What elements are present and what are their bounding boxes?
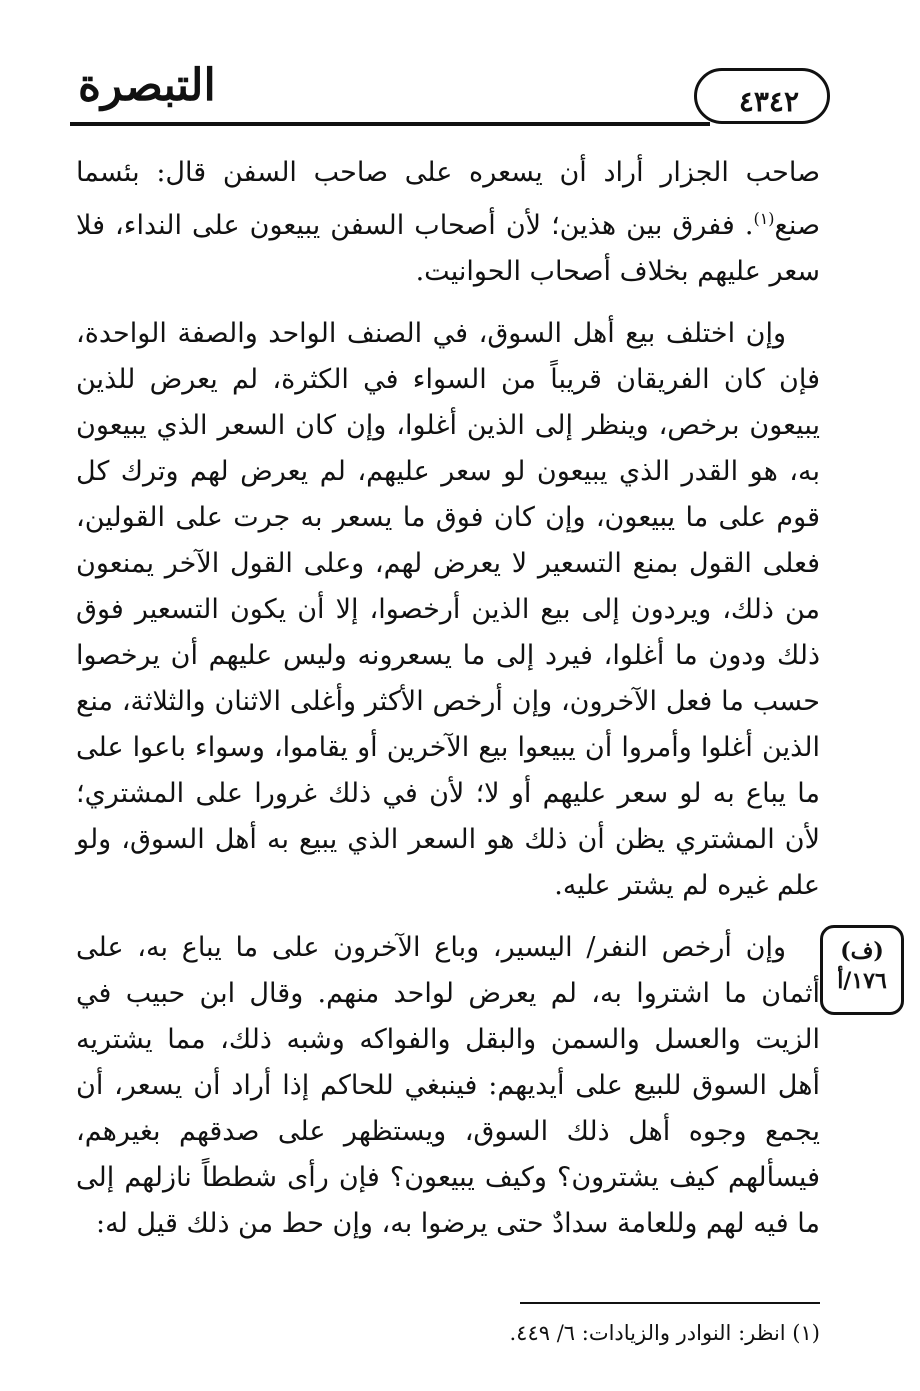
paragraph-1-tail: . ففرق بين هذين؛ لأن أصحاب السفن يبيعون على النداء، فلا سعر عليهم بخلاف أصحاب الحوانيت. [76, 210, 820, 287]
footnote-ref: (١) [753, 209, 775, 228]
folio-label: (ف) [840, 938, 884, 964]
header-rule [70, 122, 710, 126]
paragraph-2: وإن اختلف بيع أهل السوق، في الصنف الواحد والصفة الواحدة، فإن كان الفريقان قريباً من السواء في الكثرة، لم يعرض للذين يبيعون برخص، وينظر إلى الذين أغلوا، وإن كان السعر الذي يبيعون به، هو القدر الذي يبيعون لو سعر عليهم، لم يعرض لهم وترك كل قوم على ما يبيعون، وإن كان فوق ما يسعر به جرت على القولين، فعلى القول بمنع التسعير لا يعرض لهم، وعلى القول الآخر يمنعون من ذلك، ويردون إلى بيع الذين أرخصوا، إلا أن يكون التسعير فوق ذلك ودون ما أغلوا، فيرد إلى ما يسعرونه وليس عليهم أن يرخصوا حسب ما فعل الآخرون، وإن أرخص الأكثر وأغلى الاثنان والثلاثة، منع الذين أغلوا وأمروا أن يبيعوا بيع الآخرين أو يقاموا، وسواء باعوا على ما يباع به لو سعر عليهم أو لا؛ لأن في ذلك غرورا على المشتري؛ لأن المشتري يظن أن ذلك هو السعر الذي يبيع به أهل السوق، ولو علم غيره لم يشتر عليه. [76, 318, 820, 901]
paragraph-1 [76, 150, 820, 295]
footnote-separator [520, 1302, 820, 1304]
paragraph-1-text: صاحب الجزار أراد أن يسعره على صاحب السفن قال: بئسما صنع [76, 157, 820, 241]
manuscript-folio-note [820, 925, 904, 1015]
folio-number: ١٧٦/أ [837, 968, 887, 994]
book-title: التبصرة [78, 60, 216, 111]
page-number: ٤٣٤٢ [738, 85, 799, 118]
paragraph-3: وإن أرخص النفر/ اليسير، وباع الآخرون على ما يباع به، على أثمان ما اشتروا به، لم يعرض لواحد منهم. وقال ابن حبيب في الزيت والعسل والسمن والبقل والفواكه وشبه ذلك، مما يشتريه أهل السوق للبيع على أيديهم: فينبغي للحاكم إذا أراد أن يسعر، أن يجمع وجوه أهل ذلك السوق، ويستظهر على صدقهم بغيرهم، فيسألهم كيف يشترون؟ وكيف يبيعون؟ فإن رأى شططاً نازلهم إلى ما فيه لهم وللعامة سدادٌ حتى يرضوا به، وإن حط من ذلك قيل له: [76, 932, 820, 1239]
footnote-1: (١) انظر: النوادر والزيادات: ٦/ ٤٤٩. [509, 1321, 820, 1345]
page-header [70, 60, 830, 130]
main-text [76, 150, 820, 1247]
page-number-frame [694, 68, 830, 124]
